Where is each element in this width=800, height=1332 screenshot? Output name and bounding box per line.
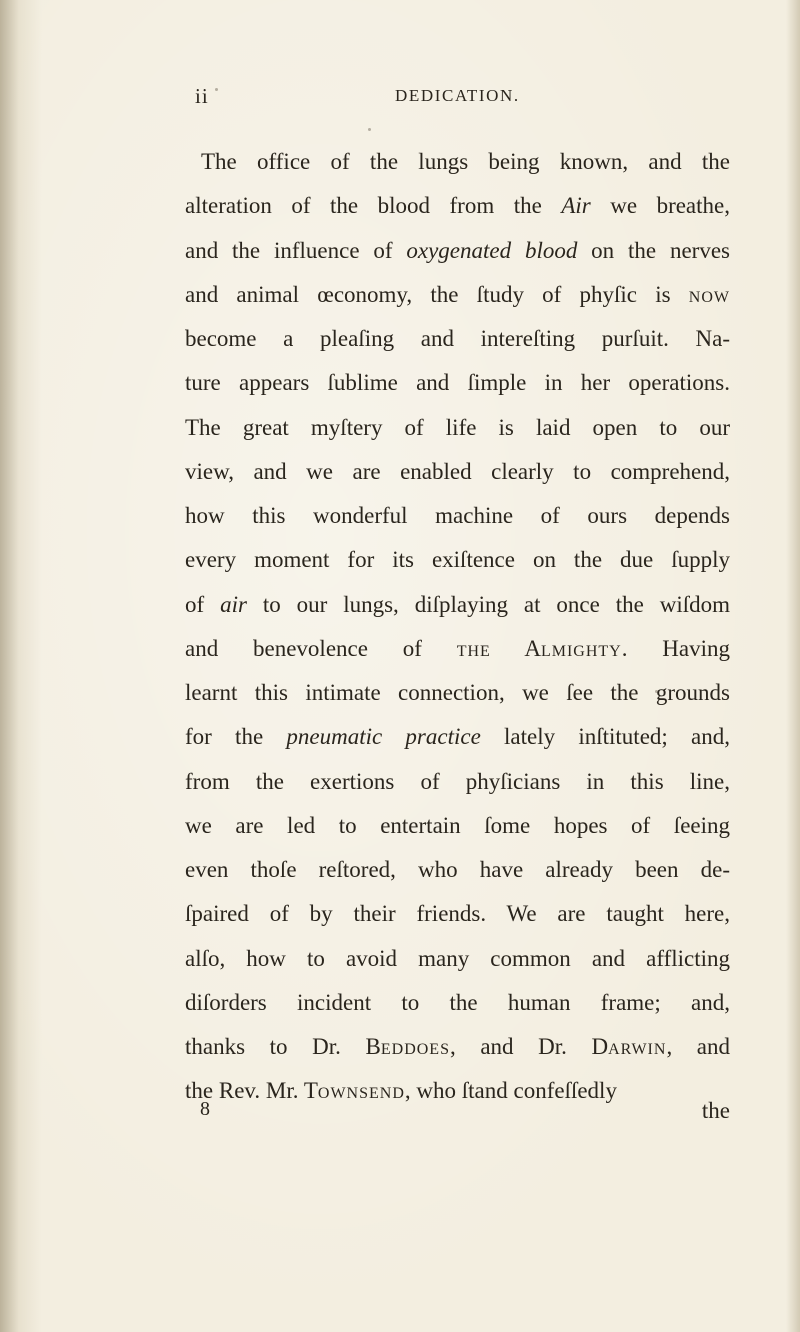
paper-speck [215,88,218,91]
small-caps-run: ARWIN [608,1041,667,1058]
text-line [185,892,730,936]
text-run: and the influence of [185,237,407,263]
text-line [185,627,730,671]
text-run: for the [185,724,287,750]
text-run: alſo, how to avoid many common and afflicting [185,945,730,971]
page-edge-shadow [786,0,800,1332]
signature-mark: 8 [200,1098,210,1120]
text-line [185,406,730,450]
text-line [185,361,730,405]
text-run: ture appears ſublime and ſimple in her operations. [185,370,730,396]
page-footer [200,1098,740,1132]
small-caps-run: EDDOES [380,1041,450,1058]
text-line [185,450,730,494]
text-run: how this wonderful machine of ours depends [185,503,730,528]
paper-speck [368,128,371,131]
text-run: even thoſe reſtored, who have already been de- [185,857,730,882]
text-run: ſpaired of by their friends. We are taught here, [185,901,730,927]
italic-run: oxygenated blood [406,237,578,263]
running-title: DEDICATION. [395,86,520,105]
text-line [185,981,730,1025]
text-run: . Having [621,635,730,661]
text-line [185,937,730,981]
paper-speck [655,690,658,693]
small-caps-run: NOW [688,288,730,306]
text-run: and benevolence of [185,635,457,661]
text-run: view, and we are enabled clearly to comprehend, [185,458,730,484]
italic-run: pneumatic practice [286,724,481,750]
text-run: and animal œconomy, the ſtudy of phyſic is [185,281,689,307]
italic-run: Air [561,193,591,219]
small-caps-run: THE [456,642,491,660]
text-run: lately inſtituted; and, [480,724,730,750]
text-line [185,715,730,759]
italic-run: air [220,591,247,617]
small-caps-run: OWNSEND [317,1085,405,1103]
text-run: diſorders incident to the human frame; and, [185,989,730,1015]
text-run: of [185,591,221,617]
text-run: every moment for its exiſtence on the due ſupply [185,547,730,573]
text-run: , and Dr. D [449,1034,609,1059]
text-line [185,317,730,361]
text-run: on the nerves [577,237,730,263]
text-run: we are led to entertain ſome hopes of ſeeing [185,812,730,838]
body-text [185,140,730,1114]
text-run: become a pleaſing and intereſting purſuit. Na- [185,326,730,351]
text-line [185,229,730,273]
text-line [185,494,730,538]
text-line [185,848,730,892]
text-run: the Rev. Mr. T [185,1078,318,1104]
binding-gutter-shadow [0,0,42,1332]
text-run: A [490,635,541,661]
text-line [185,804,730,848]
text-line [185,184,730,228]
text-line [185,140,730,184]
text-run: to our lungs, diſplaying at once the wiſdom [246,591,730,617]
text-run: alteration of the blood from the [185,193,562,219]
text-line [185,671,730,715]
text-line [185,583,730,627]
small-caps-run: LMIGHTY [540,642,622,660]
page-number: ii [195,84,209,108]
catchword: the [701,1098,730,1123]
text-line [185,1025,730,1069]
text-run: The office of the lungs being known, and the [201,149,730,174]
running-head [195,84,735,114]
text-run: we breathe, [590,193,730,219]
text-run: The great myſtery of life is laid open to our [185,414,730,440]
text-run: , who ſtand confeſſedly [404,1078,617,1104]
text-line [185,760,730,804]
text-run: , and [666,1034,731,1059]
text-run: learnt this intimate connection, we ſee the grounds [185,680,730,705]
text-line [185,273,730,317]
text-line [185,538,730,582]
text-run: from the exertions of phyſicians in this line, [185,768,730,794]
text-run: thanks to Dr. B [185,1034,381,1059]
